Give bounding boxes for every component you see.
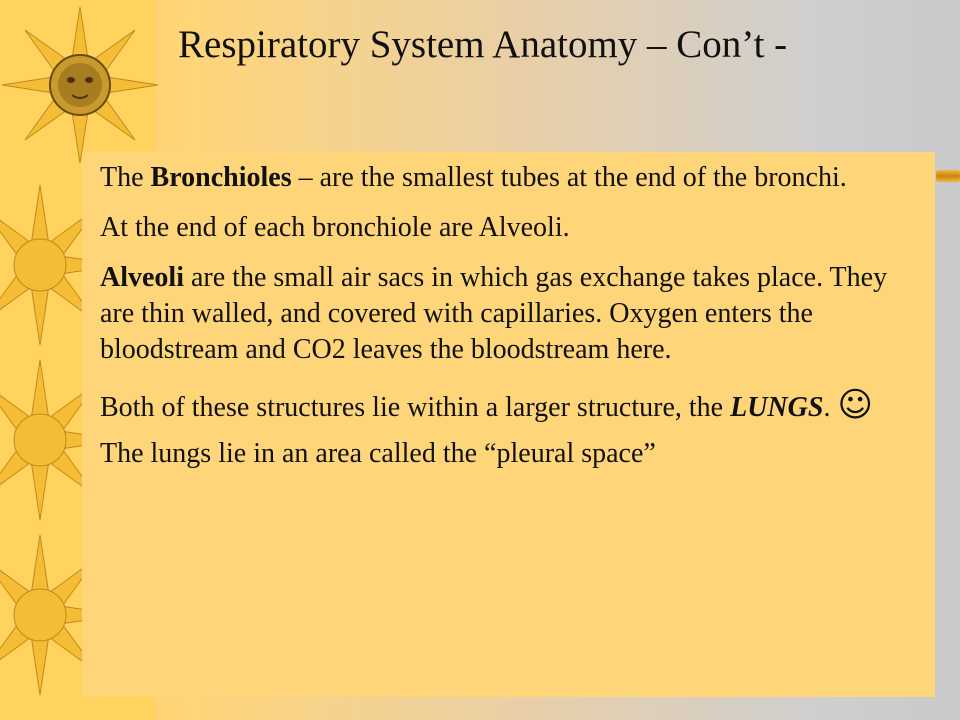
p4-after-emphasis: . (823, 392, 838, 423)
smiley-icon: ☺ (837, 385, 873, 425)
paragraph-alveoli-intro: At the end of each bronchiole are Alveoli. (100, 212, 570, 243)
term-alveoli: Alveoli (100, 262, 184, 293)
sun-icon (2, 7, 158, 163)
term-bronchioles: Bronchioles (150, 162, 292, 193)
slide-body (100, 160, 920, 491)
p4-text: The lungs lie in an area called the “pleural space” (100, 438, 656, 469)
term-lungs: LUNGS (730, 392, 824, 423)
slide-title: Respiratory System Anatomy – Con’t - (178, 23, 788, 66)
paragraph-lungs (100, 382, 920, 477)
paragraph-alveoli (100, 260, 920, 368)
p1-prefix: The (100, 162, 151, 193)
p1-text: – are the smallest tubes at the end of the bronchi. (291, 162, 847, 193)
paragraph-bronchioles (100, 160, 920, 196)
accent-bar (936, 170, 960, 182)
p3-text: are the small air sacs in which gas exchange takes place. They are thin walled, and covered with capillaries. Oxygen enters the bloodstream and CO2 leaves the bloodstream here. (100, 262, 888, 365)
p4-prefix: Both of these structures lie within a larger structure, the (100, 392, 731, 423)
